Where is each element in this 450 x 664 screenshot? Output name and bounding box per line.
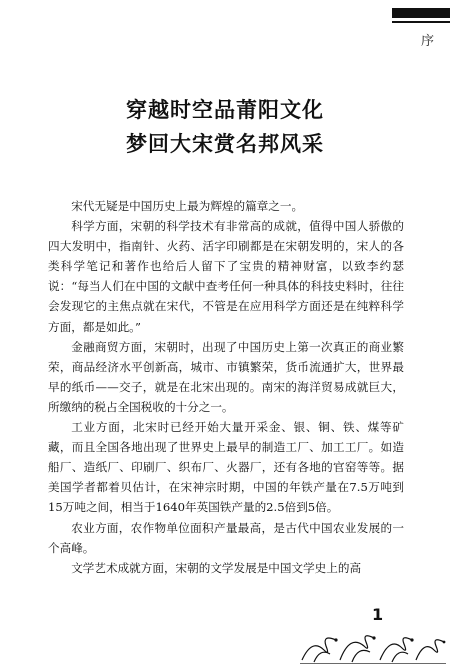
header-rule-thick [392,8,450,18]
paragraph: 农业方面，农作物单位面积产量最高，是古代中国农业发展的一个高峰。 [48,520,404,555]
paragraph: 宋代无疑是中国历史上最为辉煌的篇章之一。 [71,199,304,213]
page-title-line-1: 穿越时空品莆阳文化 [126,98,324,122]
header-rule-thin [392,21,450,23]
paragraph: 金融商贸方面，宋朝时，出现了中国历史上第一次真正的商业繁荣，商品经济水平创新高，城市、市镇繁荣，货币流通扩大，世界最早的纸币——交子，就是在北宋出现的。南宋的海洋贸易成就巨大，所缴纳的税占全国税收的十分之一。 [48,339,404,414]
page-title-line-2: 梦回大宋赏名邦风采 [126,132,324,156]
paragraph: 文学艺术成就方面，宋朝的文学发展是中国文学史上的高 [71,560,362,575]
paragraph: 科学方面，宋朝的科学技术有非常高的成就，值得中国人骄傲的四大发明中，指南针、火药、活字印刷都是在宋朝发明的，宋人的各类科学笔记和著作也给后人留下了宝贵的精神财富，以致李约瑟说：“每当人们在中国的文献中查考任何一种具体的科技史料时，往往会发现它的主焦点就在宋代，不管是在应用科学方面还是在纯粹科学方面，都是如此。” [48,219,404,334]
section-mark: 序 [421,34,435,49]
body-text [48,196,404,578]
paragraph: 工业方面，北宋时已经开始大量开采金、银、铜、铁、煤等矿藏，而且全国各地出现了世界史上最早的制造工厂、加工工厂。如造船厂、造纸厂、印刷厂、织布厂、火器厂，还有各地的官窑等等。据美国学者都着贝估计，在宋神宗时期，中国的年铁产量在7.5万吨到15万吨之间，相当于1640年英国铁产量的2.5倍到5倍。 [48,420,404,515]
wave-ornament-icon [300,620,446,664]
page-number: 1 [372,605,384,624]
